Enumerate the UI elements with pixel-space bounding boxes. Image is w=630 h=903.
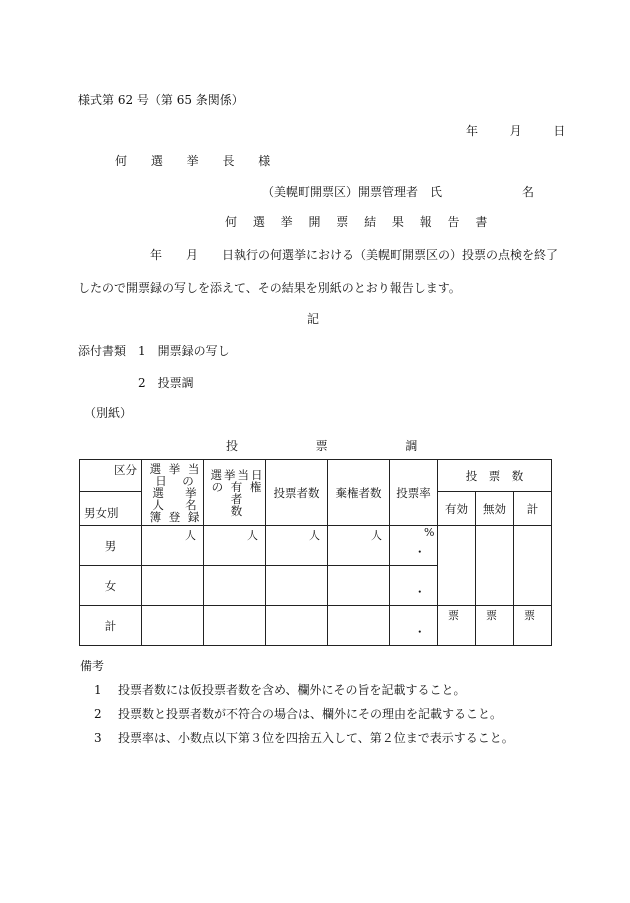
table-title-char: 票: [315, 439, 328, 453]
col-abstain: 棄権者数: [328, 460, 390, 526]
cell: [142, 566, 204, 606]
remark-number: 3: [94, 731, 102, 745]
unit-person: 人: [185, 529, 196, 542]
col-votes: 投票者数: [266, 460, 328, 526]
remark-text: 投票数と投票者数が不符合の場合は、欄外にその理由を記載すること。: [118, 707, 503, 721]
sub-invalid: 無効: [476, 492, 514, 526]
table-title-char: 調: [405, 439, 418, 453]
body-line-1: 年 月 日執行の何選挙における（美幌町開票区の）投票の点検を終了: [150, 248, 559, 262]
document-title: 何 選 挙 開 票 結 果 報 告 書: [225, 215, 494, 229]
unit-person: 人: [371, 529, 382, 542]
remark-item: [94, 681, 466, 698]
remark-item: [94, 729, 514, 746]
cell: [514, 606, 552, 646]
cell: [266, 606, 328, 646]
decimal-dot: ・: [414, 545, 426, 559]
cell: [390, 606, 438, 646]
table-title-char: 投: [226, 439, 239, 453]
cell: [438, 606, 476, 646]
remark-number: 2: [94, 707, 102, 721]
cell: [390, 526, 438, 566]
gender-header: 男女別: [80, 492, 142, 526]
appendix-label: （別紙）: [84, 406, 133, 420]
cell: [204, 606, 266, 646]
remark-text: 投票者数には仮投票者数を含め、欄外にその旨を記載すること。: [118, 683, 466, 697]
cell: [390, 566, 438, 606]
table-row: [80, 526, 552, 566]
cell: [142, 526, 204, 566]
form-number: 様式第 62 号（第 65 条関係）: [78, 93, 244, 107]
col-rate: 投票率: [390, 460, 438, 526]
cell: [266, 526, 328, 566]
cell: [142, 606, 204, 646]
sender: （美幌町開票区）開票管理者 氏: [262, 185, 443, 199]
attachment-item-1: 添付書類 1 開票録の写し: [78, 344, 230, 358]
decimal-dot: ・: [414, 585, 426, 599]
date-year: 年: [466, 124, 479, 138]
remarks-title: 備考: [80, 659, 105, 673]
decimal-dot: ・: [414, 625, 426, 639]
col-eligible-on-day: 選挙当日 の 有 権 者 数: [204, 460, 266, 526]
row-label: 女: [80, 566, 142, 606]
table-title: [226, 437, 417, 454]
cell: [476, 526, 514, 606]
attachment-item-2: 2 投票調: [138, 376, 194, 390]
cell: [438, 526, 476, 606]
remark-number: 1: [94, 683, 102, 697]
unit-ballot: 票: [448, 609, 459, 622]
sub-total: 計: [514, 492, 552, 526]
remark-item: [94, 705, 502, 722]
cell: [514, 526, 552, 606]
kubun-header: 区分: [80, 460, 142, 492]
unit-person: 人: [309, 529, 320, 542]
cell: [476, 606, 514, 646]
cell: [328, 566, 390, 606]
cell: [266, 566, 328, 606]
date-month: 月: [509, 124, 522, 138]
sender-name-suffix: 名: [522, 185, 535, 199]
unit-percent: %: [424, 526, 435, 539]
date-line: [466, 122, 565, 139]
table-row: [80, 606, 552, 646]
body-line-2: したので開票録の写しを添えて、その結果を別紙のとおり報告します。: [78, 281, 461, 295]
unit-ballot: 票: [486, 609, 497, 622]
col-voters-on-day: 選 挙 当 日 の 選 挙 人 名 簿 登 録: [142, 460, 204, 526]
cell: [328, 606, 390, 646]
cell: [328, 526, 390, 566]
row-label: 計: [80, 606, 142, 646]
col-ballots: 投 票 数: [438, 460, 552, 492]
unit-person: 人: [247, 529, 258, 542]
addressee: 何 選 挙 長 様: [115, 154, 281, 168]
unit-ballot: 票: [524, 609, 535, 622]
ki-label: 記: [307, 312, 320, 326]
remark-text: 投票率は、小数点以下第３位を四捨五入して、第２位まで表示すること。: [118, 731, 514, 745]
date-day: 日: [553, 124, 566, 138]
cell: [204, 566, 266, 606]
vote-tally-table: [79, 459, 552, 646]
row-label: 男: [80, 526, 142, 566]
cell: [204, 526, 266, 566]
sub-valid: 有効: [438, 492, 476, 526]
